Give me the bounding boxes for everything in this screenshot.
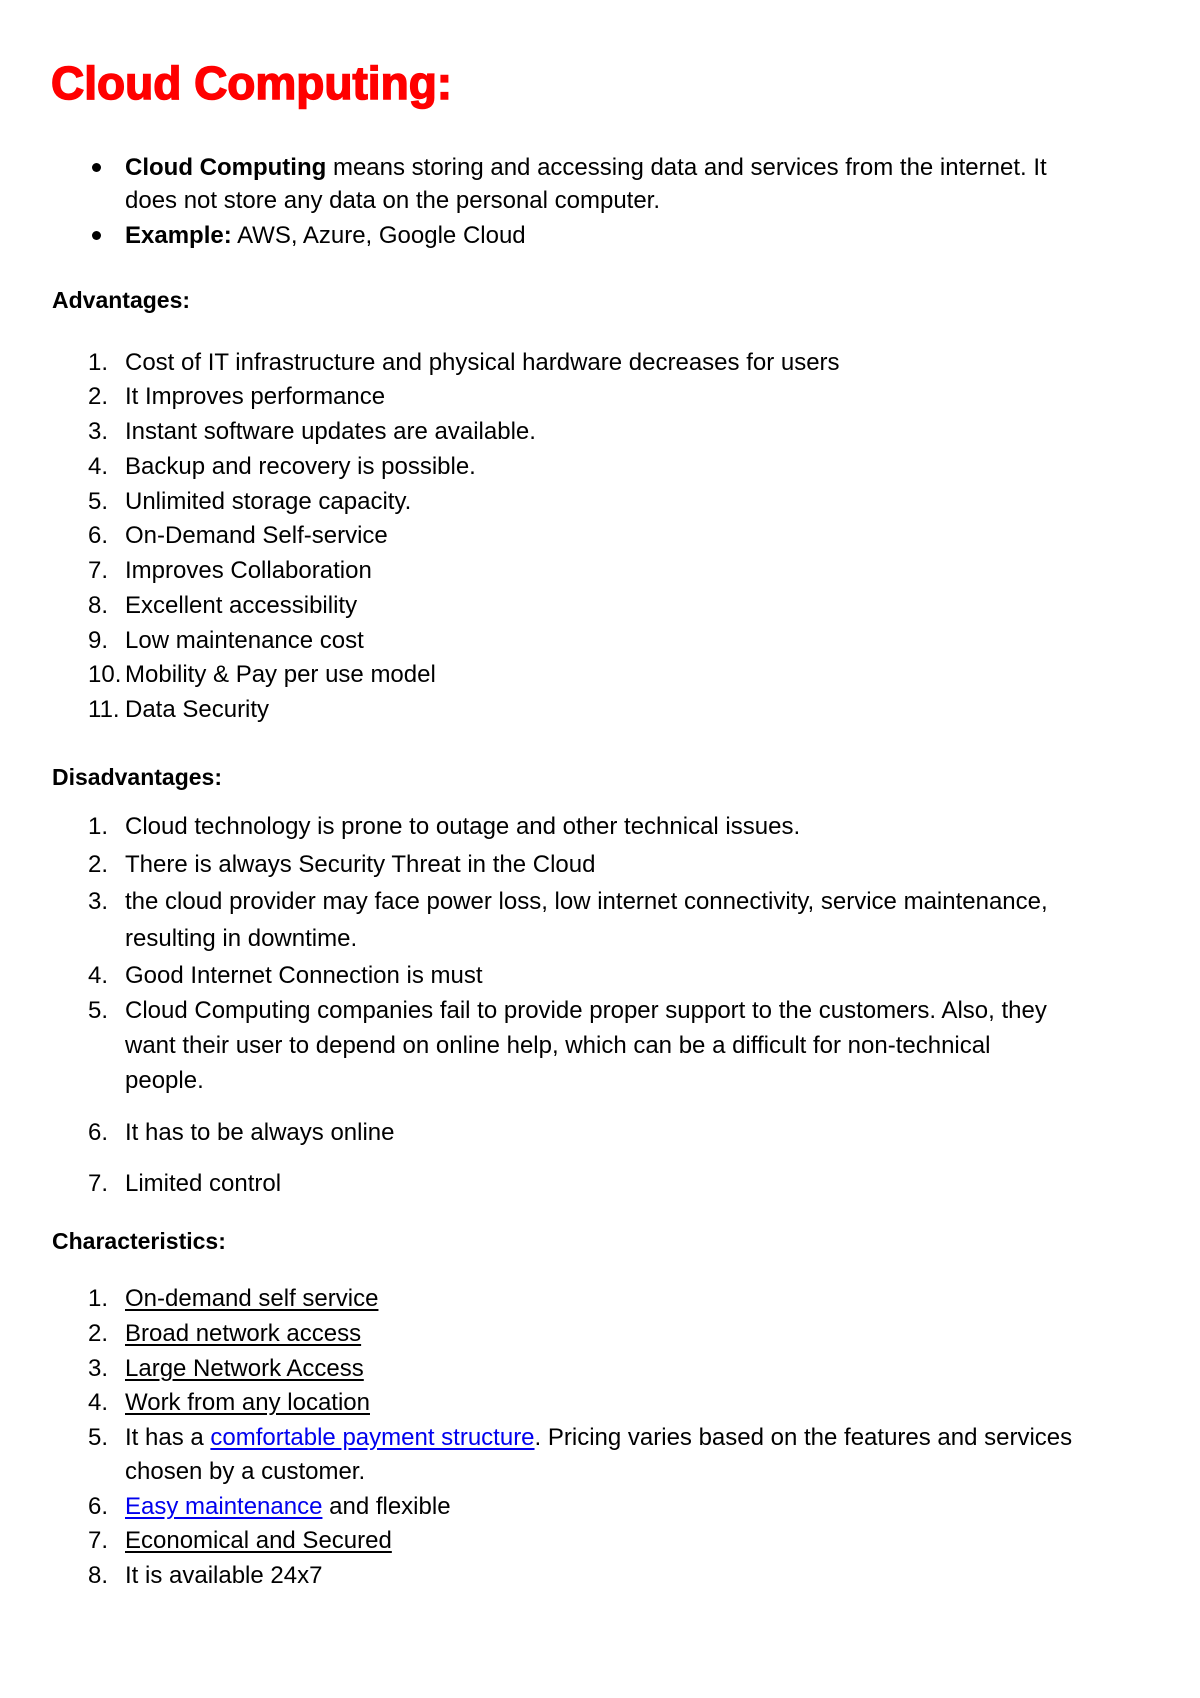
characteristic-item <box>125 1492 451 1522</box>
list-number: 6. <box>88 522 109 549</box>
characteristics-heading: Characteristics: <box>52 1228 226 1254</box>
intro-bullet-2-text: AWS, Azure, Google Cloud <box>231 222 526 249</box>
list-number: 7. <box>88 557 109 584</box>
list-number: 5. <box>88 488 109 515</box>
characteristic-text: . Pricing varies based on the features and services <box>534 1424 1073 1451</box>
intro-bullet-2 <box>125 221 526 251</box>
advantage-item: Low maintenance cost <box>125 627 364 654</box>
page-title: Cloud Computing: <box>51 57 453 109</box>
disadvantage-item-continued: resulting in downtime. <box>125 925 358 952</box>
list-number: 3. <box>88 1355 109 1382</box>
characteristic-text: and flexible <box>322 1493 451 1520</box>
disadvantage-item: Cloud Computing companies fail to provide proper support to the customers. Also, they <box>125 997 1047 1024</box>
list-number: 4. <box>88 1389 109 1416</box>
list-number: 3. <box>88 418 109 445</box>
characteristic-item <box>125 1319 361 1349</box>
list-number: 8. <box>88 1562 109 1589</box>
advantages-heading: Advantages: <box>52 287 191 313</box>
intro-bullet-1-continued: does not store any data on the personal computer. <box>125 187 661 214</box>
disadvantage-item: It has to be always online <box>125 1119 395 1146</box>
list-number: 2. <box>88 1320 109 1347</box>
term-cloud-computing: Cloud Computing <box>125 154 327 181</box>
disadvantage-item: Good Internet Connection is must <box>125 962 483 989</box>
disadvantages-heading: Disadvantages: <box>52 764 223 790</box>
disadvantage-item: Cloud technology is prone to outage and other technical issues. <box>125 813 801 840</box>
list-number: 11. <box>88 696 120 723</box>
disadvantage-item-continued: people. <box>125 1067 204 1094</box>
list-number: 2. <box>88 383 109 410</box>
characteristic-item: It is available 24x7 <box>125 1562 323 1589</box>
advantage-item: On-Demand Self-service <box>125 522 388 549</box>
characteristic-item <box>125 1284 378 1314</box>
advantage-item: Instant software updates are available. <box>125 418 536 445</box>
list-number: 4. <box>88 962 109 989</box>
characteristic-item <box>125 1354 364 1384</box>
characteristic-text: Broad network access <box>125 1320 362 1347</box>
characteristic-text: Economical and Secured <box>125 1527 392 1554</box>
easy-maintenance-link[interactable]: Easy maintenance <box>125 1493 323 1520</box>
advantage-item: Mobility & Pay per use model <box>125 661 436 688</box>
disadvantage-item-continued: want their user to depend on online help, which can be a difficult for non-technical <box>125 1032 991 1059</box>
disadvantage-item: the cloud provider may face power loss, low internet connectivity, service maintenance, <box>125 888 1048 915</box>
characteristic-item <box>125 1423 1072 1453</box>
list-number: 5. <box>88 1424 109 1451</box>
list-number: 1. <box>88 349 109 376</box>
bullet-icon <box>92 163 101 172</box>
list-number: 1. <box>88 813 109 840</box>
characteristic-item <box>125 1526 392 1556</box>
characteristic-text: It has a <box>125 1424 211 1451</box>
characteristic-item-continued: chosen by a customer. <box>125 1458 366 1485</box>
list-number: 6. <box>88 1119 109 1146</box>
list-number: 10. <box>88 661 122 688</box>
list-number: 4. <box>88 453 109 480</box>
bullet-icon <box>92 231 101 240</box>
advantage-item: Excellent accessibility <box>125 592 358 619</box>
advantage-item: It Improves performance <box>125 383 386 410</box>
advantage-item: Backup and recovery is possible. <box>125 453 476 480</box>
payment-structure-link[interactable]: comfortable payment structure <box>210 1424 535 1451</box>
intro-bullet-1 <box>125 153 1047 183</box>
disadvantage-item: Limited control <box>125 1170 282 1197</box>
advantage-item: Unlimited storage capacity. <box>125 488 412 515</box>
list-number: 7. <box>88 1527 109 1554</box>
characteristic-text: On-demand self service <box>125 1285 379 1312</box>
disadvantage-item: There is always Security Threat in the Cloud <box>125 851 596 878</box>
advantage-item: Cost of IT infrastructure and physical hardware decreases for users <box>125 349 840 376</box>
advantage-item: Data Security <box>125 696 270 723</box>
advantage-item: Improves Collaboration <box>125 557 372 584</box>
list-number: 7. <box>88 1170 109 1197</box>
list-number: 5. <box>88 997 109 1024</box>
term-example: Example: <box>125 222 232 249</box>
list-number: 9. <box>88 627 109 654</box>
list-number: 1. <box>88 1285 109 1312</box>
characteristic-item <box>125 1388 370 1418</box>
list-number: 3. <box>88 888 109 915</box>
characteristic-text: Work from any location <box>125 1389 370 1416</box>
list-number: 2. <box>88 851 109 878</box>
intro-bullet-1-text: means storing and accessing data and services from the internet. It <box>326 154 1047 181</box>
list-number: 6. <box>88 1493 109 1520</box>
list-number: 8. <box>88 592 109 619</box>
characteristic-text: Large Network Access <box>125 1355 364 1382</box>
